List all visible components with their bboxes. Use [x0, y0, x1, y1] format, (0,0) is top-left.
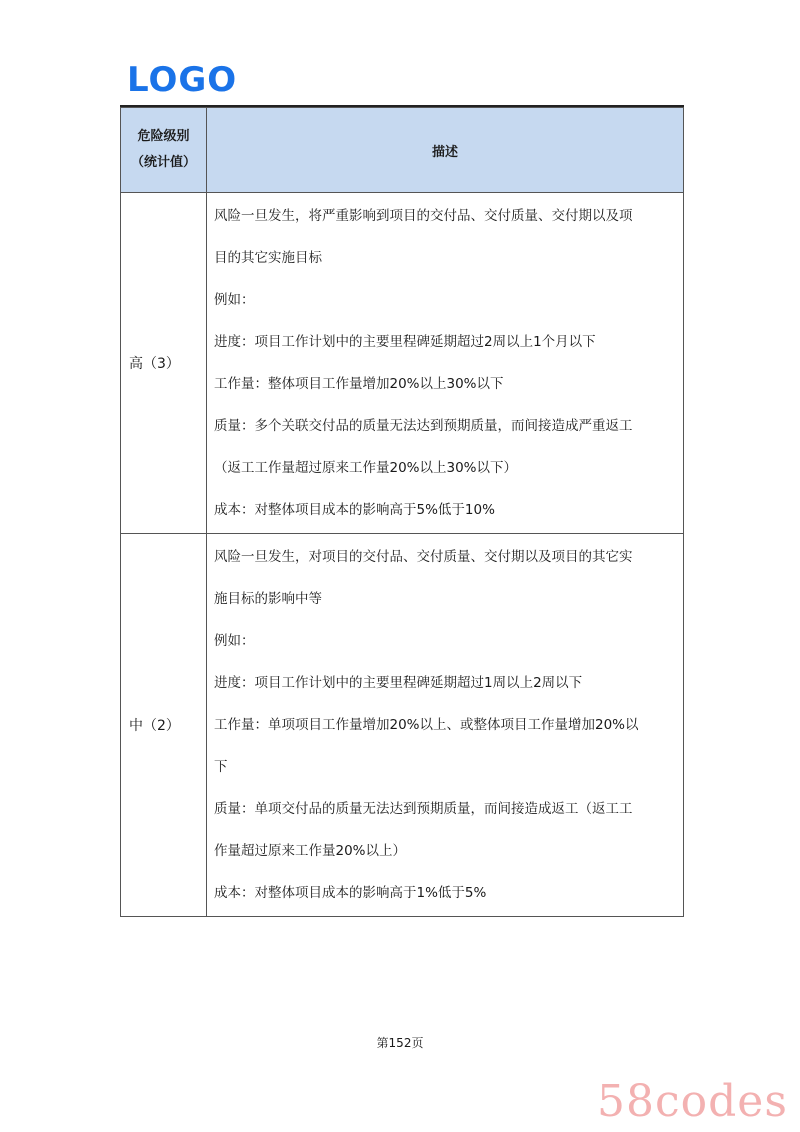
- description-line: 质量：单项交付品的质量无法达到预期质量，而间接造成返工（返工工: [214, 801, 633, 817]
- description-line: 风险一旦发生，对项目的交付品、交付质量、交付期以及项目的其它实: [214, 549, 633, 565]
- risk-level-table: [120, 107, 684, 917]
- description-line: 下: [214, 759, 228, 775]
- description-line: 例如：: [214, 292, 255, 308]
- risk-level-medium: 中（2）: [121, 534, 207, 917]
- description-line: 质量：多个关联交付品的质量无法达到预期质量，而间接造成严重返工: [214, 418, 633, 434]
- description-line: 工作量：单项项目工作量增加20%以上、或整体项目工作量增加20%以: [214, 717, 639, 733]
- header-level-line2: （统计值）: [130, 155, 196, 170]
- risk-description-medium: [207, 534, 684, 917]
- logo: LOGO: [127, 60, 238, 100]
- risk-description-high: [207, 193, 684, 534]
- risk-level-high: 高（3）: [121, 193, 207, 534]
- description-line: 作量超过原来工作量20%以上）: [214, 843, 407, 859]
- description-line: 施目标的影响中等: [214, 591, 322, 607]
- description-line: 成本：对整体项目成本的影响高于5%低于10%: [214, 502, 495, 518]
- table-row: [121, 193, 684, 534]
- table-header-row: [121, 108, 684, 193]
- watermark: 58codes: [597, 1076, 788, 1127]
- description-line: 例如：: [214, 633, 255, 649]
- description-line: 进度：项目工作计划中的主要里程碑延期超过2周以上1个月以下: [214, 334, 596, 350]
- header-risk-level: [121, 108, 207, 193]
- table-row: [121, 534, 684, 917]
- header-description: 描述: [207, 108, 684, 193]
- description-line: 工作量：整体项目工作量增加20%以上30%以下: [214, 376, 504, 392]
- description-line: （返工工作量超过原来工作量20%以上30%以下）: [214, 460, 518, 476]
- description-line: 进度：项目工作计划中的主要里程碑延期超过1周以上2周以下: [214, 675, 583, 691]
- page-number: 第152页: [376, 1036, 424, 1050]
- description-line: 目的其它实施目标: [214, 250, 322, 266]
- description-line: 风险一旦发生，将严重影响到项目的交付品、交付质量、交付期以及项: [214, 208, 633, 224]
- description-line: 成本：对整体项目成本的影响高于1%低于5%: [214, 885, 487, 901]
- header-level-line1: 危险级别: [137, 129, 190, 144]
